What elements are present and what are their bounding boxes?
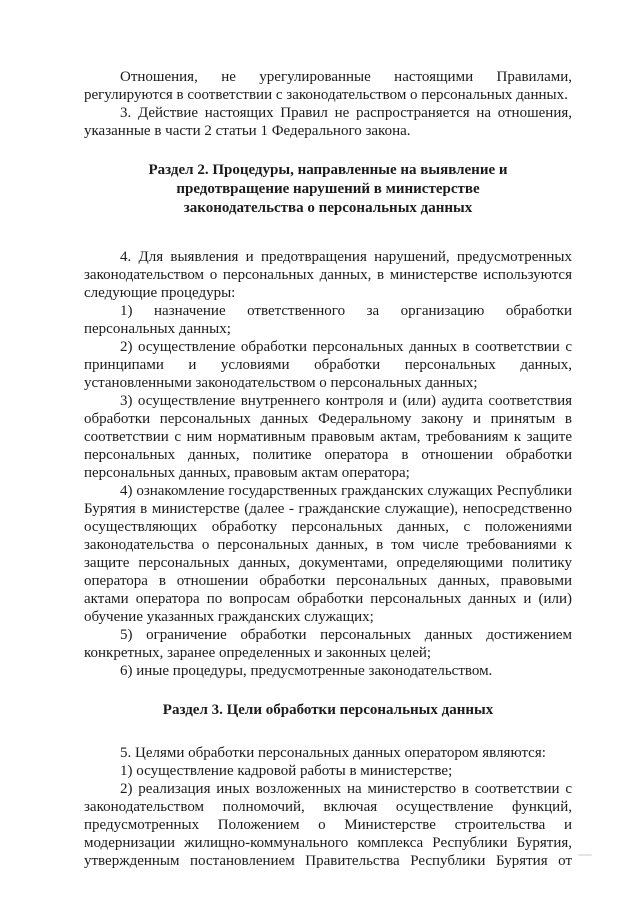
section-3-paragraph-2: 1) осуществление кадровой работы в министерстве; <box>120 763 453 779</box>
section-3 <box>84 701 572 870</box>
intro-paragraph-1: Отношения, не урегулированные настоящими Правилами, регулируются в соответствии с законодательством о персональных данных. <box>84 69 572 103</box>
section-2-paragraph-2: 1) назначение ответственного за организацию обработки персональных данных; <box>84 303 572 337</box>
section-3-paragraph-1: 5. Целями обработки персональных данных оператором являются: <box>120 745 546 761</box>
section-3-paragraph-3: 2) реализация иных возложенных на министерство в соответствии с законодательством полномочий, включая осуществление функций, предусмотренных Положением о Министерстве строительства и модернизации жилищно-коммунального комплекса Республики Бурятия, утвержденным постановлением Правительства Республики Бурятия от <box>84 781 572 869</box>
section-2-heading: Раздел 2. Процедуры, направленные на выявление и предотвращение нарушений в министерстве законодательства о персональных данных <box>148 162 508 216</box>
intro-paragraph-2: 3. Действие настоящих Правил не распространяется на отношения, указанные в части 2 статьи 1 Федерального закона. <box>84 105 572 139</box>
section-2-paragraph-5: 4) ознакомление государственных гражданских служащих Республики Бурятия в министерстве (далее - гражданские служащие), непосредственно осуществляющих обработку персональных данных, с положениями законодательства о персональных данных, в том числе требованиями к защите персональных данных, документами, определяющими политику оператора в отношении обработки персональных данных, правовыми актами оператора по вопросам обработки персональных данных и (или) обучение указанных гражданских служащих; <box>84 483 572 625</box>
section-2-paragraph-3: 2) осуществление обработки персональных данных в соответствии с принципами и условиями обработки персональных данных, установленными законодательством о персональных данных; <box>84 339 572 391</box>
scan-mark <box>578 854 592 856</box>
document-page <box>84 68 572 870</box>
section-2-paragraph-1: 4. Для выявления и предотвращения нарушений, предусмотренных законодательством о персональных данных, в министерстве используются следующие процедуры: <box>84 249 572 301</box>
section-3-heading: Раздел 3. Цели обработки персональных данных <box>162 702 494 718</box>
intro-section <box>84 68 572 140</box>
section-2 <box>84 161 572 680</box>
section-2-paragraph-4: 3) осуществление внутреннего контроля и (или) аудита соответствия обработки персональных данных Федеральному закону и принятым в соответствии с ним нормативным правовым актам, требованиям к защите персональных данных, политике оператора в отношении обработки персональных данных, правовым актам оператора; <box>84 393 572 481</box>
section-2-paragraph-7: 6) иные процедуры, предусмотренные законодательством. <box>120 663 493 679</box>
section-2-paragraph-6: 5) ограничение обработки персональных данных достижением конкретных, заранее определенных и законных целей; <box>84 627 572 661</box>
